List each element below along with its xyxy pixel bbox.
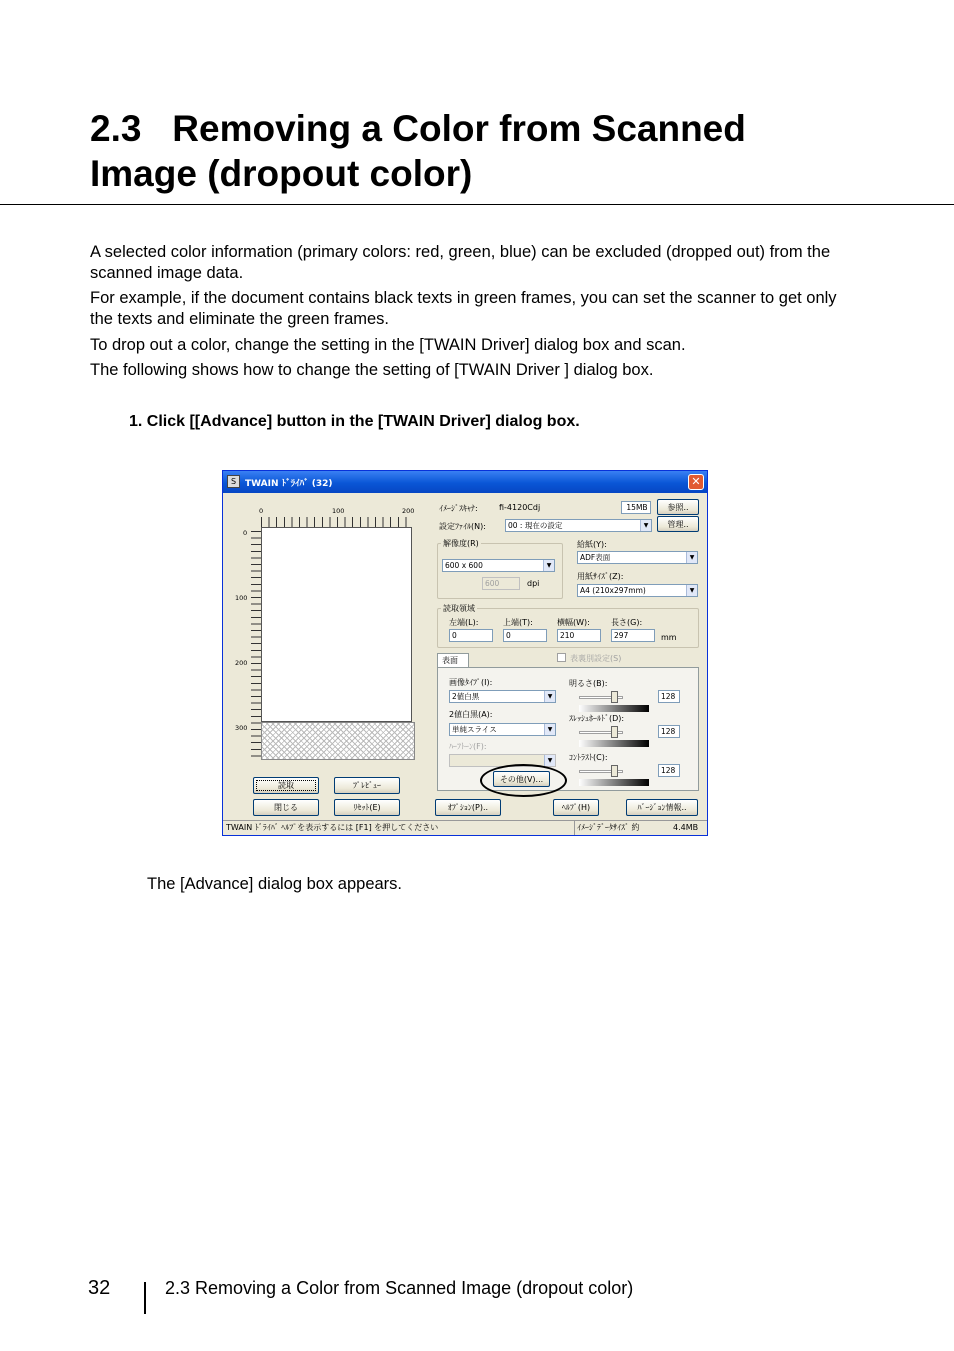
length-label: 長さ(G):: [611, 618, 643, 627]
settings-file-value: 00 : 現在の設定: [508, 521, 563, 530]
preview-page[interactable]: [261, 527, 412, 722]
help-button[interactable]: ﾍﾙﾌﾟ(H): [553, 799, 599, 816]
version-button[interactable]: ﾊﾞｰｼﾞｮﾝ情報..: [626, 799, 698, 816]
bw-label: 2値白黒(A):: [449, 710, 493, 719]
duplex-checkbox[interactable]: [557, 653, 566, 662]
advance-button[interactable]: その他(V)...: [493, 771, 550, 787]
image-type-combo[interactable]: [449, 690, 556, 703]
manage-button[interactable]: 管理..: [657, 516, 699, 532]
step-instruction: 1. Click [[Advance] button in the [TWAIN Driver] dialog box.: [129, 413, 580, 430]
mm-unit: mm: [661, 633, 677, 642]
paragraph-following: The following shows how to change the setting of [TWAIN Driver ] dialog box.: [90, 361, 654, 379]
footer-divider: [144, 1282, 146, 1314]
scan-area-label: 読取領域: [443, 604, 475, 613]
chevron-down-icon[interactable]: ▼: [686, 552, 697, 563]
status-divider: [574, 820, 575, 835]
paper-size-combo[interactable]: [577, 584, 698, 597]
scanner-name: fi-4120Cdj: [499, 503, 541, 512]
chevron-down-icon[interactable]: ▼: [544, 691, 555, 702]
heading-line-2: Image (dropout color): [90, 153, 473, 194]
threshold-input[interactable]: 128: [658, 725, 680, 738]
chevron-down-icon[interactable]: ▼: [544, 724, 555, 735]
contrast-gradient: [579, 779, 649, 786]
scanner-icon: S: [227, 475, 240, 488]
status-bar: [223, 820, 707, 835]
dialog-titlebar: [223, 471, 707, 493]
paragraph-example: For example, if the document contains black texts in green frames, you can set the scanner to get only the texts and eliminate the green frames.: [90, 289, 837, 328]
ruler-v-0: 0: [243, 529, 248, 537]
top-input[interactable]: 0: [503, 629, 547, 642]
contrast-slider-thumb[interactable]: [611, 765, 618, 777]
ruler-v-100: 100: [235, 594, 248, 602]
image-type-label: 画像ﾀｲﾌﾟ(I):: [449, 678, 493, 687]
paragraph-dropout: To drop out a color, change the setting in the [TWAIN Driver] dialog box and scan.: [90, 336, 686, 354]
brightness-label: 明るさ(B):: [569, 679, 608, 688]
paper-size-label: 用紙ｻｲｽﾞ(Z):: [577, 572, 624, 581]
vertical-ruler: [251, 531, 261, 757]
width-input[interactable]: 210: [557, 629, 601, 642]
settings-file-label: 設定ﾌｧｲﾙ(N):: [439, 522, 486, 531]
reset-button[interactable]: ﾘｾｯﾄ(E): [334, 799, 400, 816]
bw-value: 単純スライス: [452, 725, 497, 734]
left-label: 左端(L):: [449, 618, 479, 627]
twain-dialog: [222, 470, 708, 836]
close-button[interactable]: 閉じる: [253, 799, 319, 816]
ruler-h-100: 100: [332, 507, 345, 515]
chevron-down-icon: ▼: [544, 755, 555, 766]
chevron-down-icon[interactable]: ▼: [640, 520, 651, 531]
advance-highlight: [480, 764, 567, 797]
length-input[interactable]: 297: [611, 629, 655, 642]
ruler-h-200: 200: [402, 507, 415, 515]
ruler-v-200: 200: [235, 659, 248, 667]
resolution-value: 600 x 600: [445, 561, 483, 570]
scan-area-group: [437, 608, 699, 648]
preview-outside-area: [261, 722, 415, 760]
ruler-h-0: 0: [259, 507, 264, 515]
option-button[interactable]: ｵﾌﾟｼｮﾝ(P)..: [435, 799, 501, 816]
width-label: 横幅(W):: [557, 618, 590, 627]
paper-feed-combo[interactable]: [577, 551, 698, 564]
paper-feed-label: 給紙(Y):: [577, 540, 607, 549]
image-type-value: 2値白黒: [452, 692, 480, 701]
memory-value: 15MB: [621, 501, 651, 514]
scanner-label: ｲﾒｰｼﾞｽｷｬﾅ:: [439, 504, 478, 513]
paper-feed-value: ADF表面: [580, 553, 611, 562]
dpi-input: 600: [482, 577, 520, 590]
tab-front[interactable]: 表面: [437, 653, 469, 668]
brightness-slider-thumb[interactable]: [611, 691, 618, 703]
dialog-title: TWAIN ﾄﾞﾗｲﾊﾞ (32): [245, 479, 333, 489]
chevron-down-icon[interactable]: ▼: [543, 560, 554, 571]
duplex-label: 表裏別設定(S): [570, 654, 622, 663]
close-icon[interactable]: ✕: [688, 474, 704, 490]
preview-button[interactable]: ﾌﾟﾚﾋﾞｭｰ: [334, 777, 400, 794]
footer-section-title: 2.3 Removing a Color from Scanned Image (dropout color): [165, 1278, 634, 1298]
paper-size-value: A4 (210x297mm): [580, 586, 646, 595]
status-size-value: 4.4MB: [673, 823, 699, 832]
brightness-input[interactable]: 128: [658, 690, 680, 703]
settings-file-combo[interactable]: [505, 519, 652, 532]
page-heading: [90, 106, 910, 196]
left-input[interactable]: 0: [449, 629, 493, 642]
threshold-gradient: [579, 740, 649, 747]
status-help-text: TWAIN ﾄﾞﾗｲﾊﾞ ﾍﾙﾌﾟを表示するには [F1] を押してください: [226, 823, 439, 832]
threshold-slider-thumb[interactable]: [611, 726, 618, 738]
paragraph-intro: A selected color information (primary colors: red, green, blue) can be excluded (dropped out) from the scanned image data.: [90, 243, 831, 282]
chevron-down-icon[interactable]: ▼: [686, 585, 697, 596]
heading-line-1: 2.3 Removing a Color from Scanned: [90, 108, 746, 149]
page-number: 32: [88, 1277, 111, 1299]
ruler-v-300: 300: [235, 724, 248, 732]
dpi-unit: dpi: [527, 579, 540, 588]
status-size-label: ｲﾒｰｼﾞﾃﾞｰﾀｻｲｽﾞ 約: [577, 823, 640, 832]
top-label: 上端(T):: [503, 618, 533, 627]
contrast-input[interactable]: 128: [658, 764, 680, 777]
heading-rule: [0, 204, 954, 205]
bw-combo[interactable]: [449, 723, 556, 736]
browse-button[interactable]: 参照..: [657, 499, 699, 515]
brightness-gradient: [579, 705, 649, 712]
result-text: The [Advance] dialog box appears.: [147, 875, 403, 893]
threshold-label: ｽﾚｯｼｭﾎｰﾙﾄﾞ(D):: [569, 714, 625, 723]
horizontal-ruler: [261, 517, 413, 527]
contrast-label: ｺﾝﾄﾗｽﾄ(C):: [569, 753, 608, 762]
halftone-label: ﾊｰﾌﾄｰﾝ(F):: [449, 742, 487, 751]
resolution-label: 解像度(R): [443, 539, 479, 548]
resolution-combo[interactable]: [442, 559, 555, 572]
scan-button[interactable]: 読取: [253, 777, 319, 794]
